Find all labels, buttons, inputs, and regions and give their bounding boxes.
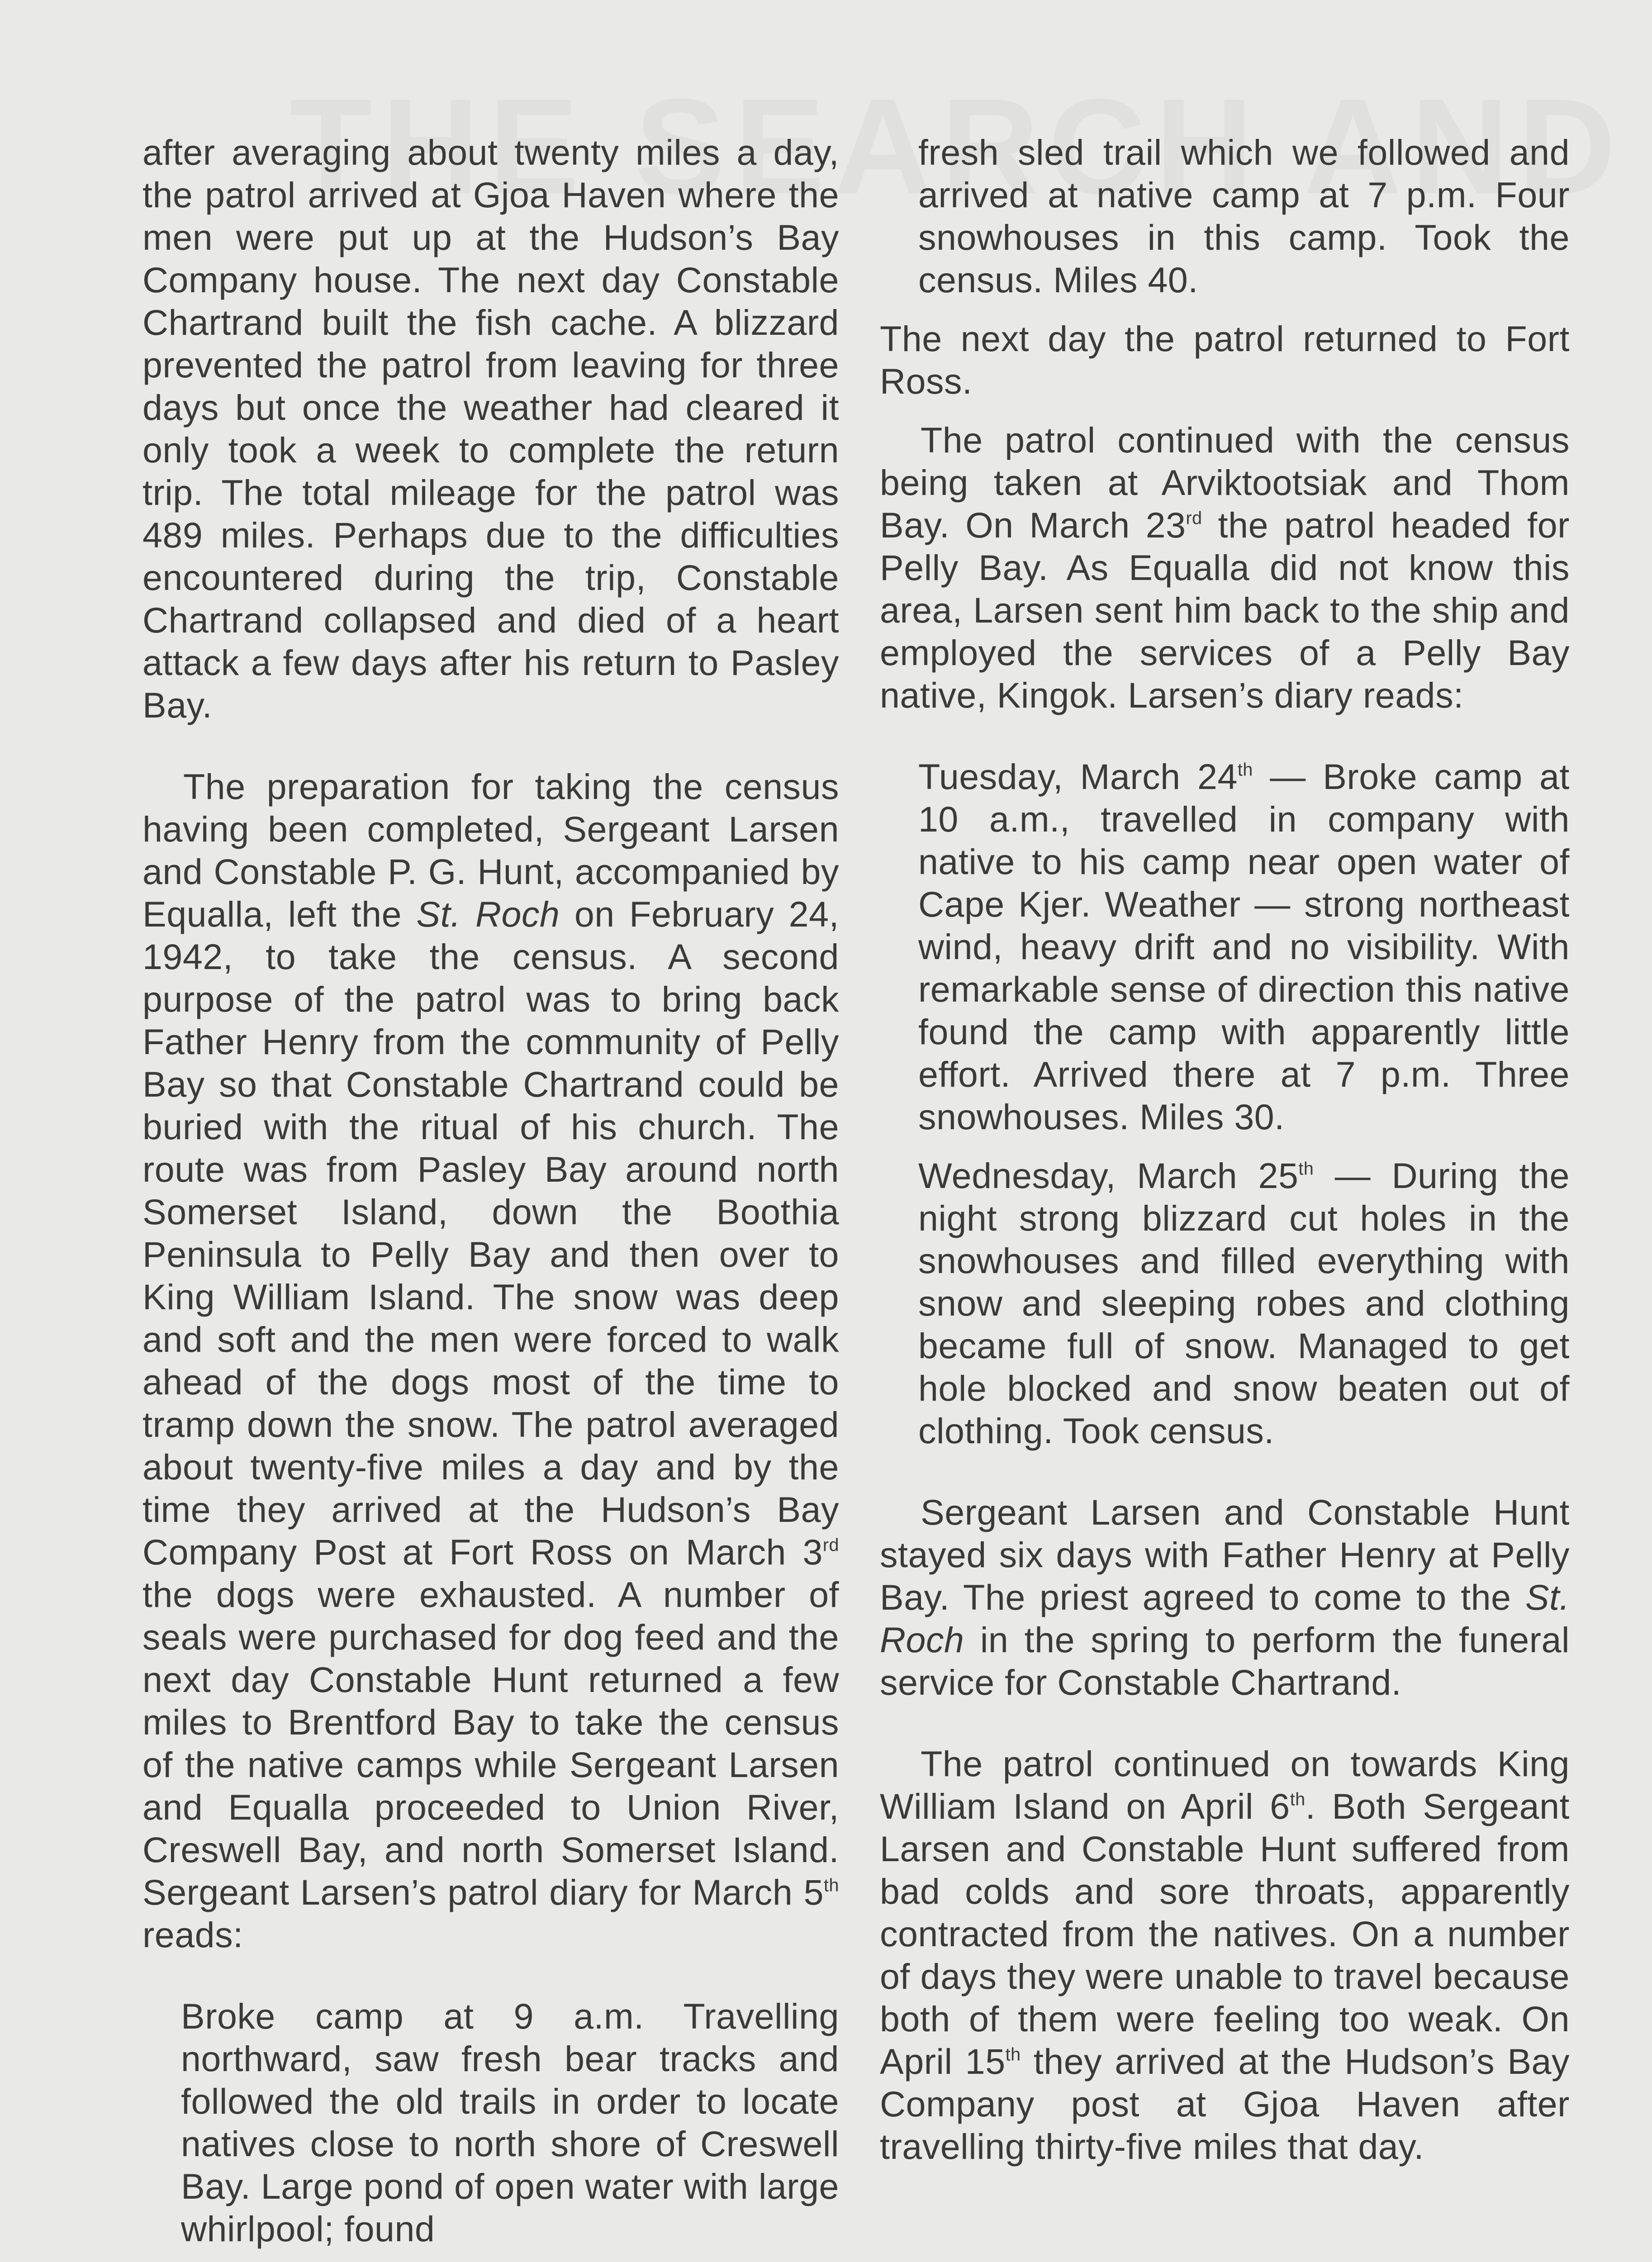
ship-name: St. Roch [416,894,560,934]
paragraph: The preparation for taking the census having been completed, Sergeant Larsen and Constable P. G. Hunt, accompanied by Equalla, left the St. Roch on February 24, 1942, to take the census. A second purpose of the patrol was to bring back Father Henry from the community of Pelly Bay so that Constable Chartrand could be buried with the ritual of his church. The route was from Pasley Bay around north Somerset Island, down the Boothia Peninsula to Pelly Bay and then over to King William Island. The snow was deep and soft and the men were forced to walk ahead of the dogs most of the time to tramp down the snow. The patrol averaged about twenty-five miles a day and by the time they arrived at the Hudson’s Bay Company Post at Fort Ross on March 3rd the dogs were exhausted. A number of seals were purchased for dog feed and the next day Constable Hunt returned a few miles to Brentford Bay to take the census of the native camps while Sergeant Larsen and Equalla proceeded to Union River, Creswell Bay, and north Somerset Island. Sergeant Larsen’s patrol diary for March 5th reads: [142,766,839,1955]
paragraph: after averaging about twenty miles a day, the patrol arrived at Gjoa Haven where the men were put up at the Hudson’s Bay Company house. The next day Constable Chartrand built the fish cache. A blizzard prevented the patrol from leaving for three days but once the weather had cleared it only took a week to complete the return trip. The total mileage for the patrol was 489 miles. Perhaps due to the difficulties encountered during the trip, Constable Chartrand collapsed and died of a heart attack a few days after his return to Pasley Bay. [142,132,839,725]
paragraph: The patrol continued on towards King William Island on April 6th. Both Sergeant Larsen and Constable Hunt suffered from bad colds and sore throats, apparently contracted from the natives. On a number of days they were unable to travel because both of them were feeling too weak. On April 15th they arrived at the Hudson’s Bay Company post at Gjoa Haven after travelling thirty-five miles that day. [880,1744,1570,2167]
diary-quote: Wednesday, March 25th — During the night strong blizzard cut holes in the snowhouses and filled everything with snow and sleeping robes and clothing became full of snow. Managed to get hole blocked and snow beaten out of clothing. Took census. [918,1155,1570,1451]
diary-quote: Tuesday, March 24th — Broke camp at 10 a.m., travelled in company with native to his camp near open water of Cape Kjer. Weather — strong northeast wind, heavy drift and no visibility. With remarkable sense of direction this native found the camp with apparently little effort. Arrived there at 7 p.m. Three snowhouses. Miles 30. [918,756,1570,1137]
paragraph: Sergeant Larsen and Constable Hunt stayed six days with Father Henry at Pelly Bay. The priest agreed to come to the St. Roch in the spring to perform the funeral service for Constable Chartrand. [880,1492,1570,1702]
diary-quote: fresh sled trail which we followed and arrived at native camp at 7 p.m. Four snowhouses in this camp. Took the census. Miles 40. [918,132,1570,300]
ship-name: St. Roch [880,1577,1570,1660]
paragraph: The patrol continued with the census being taken at Arviktootsiak and Thom Bay. On March 23rd the patrol headed for Pelly Bay. As Equalla did not know this area, Larsen sent him back to the ship and employed the services of a Pelly Bay native, Kingok. Larsen’s diary reads: [880,420,1570,715]
left-column [142,131,839,2262]
right-column [880,131,1570,2207]
paragraph: The next day the patrol returned to Fort Ross. [880,318,1570,401]
diary-quote: Broke camp at 9 a.m. Travelling northward, saw fresh bear tracks and followed the old trails in order to locate natives close to north shore of Creswell Bay. Large pond of open water with large whirlpool; found [181,1996,839,2249]
